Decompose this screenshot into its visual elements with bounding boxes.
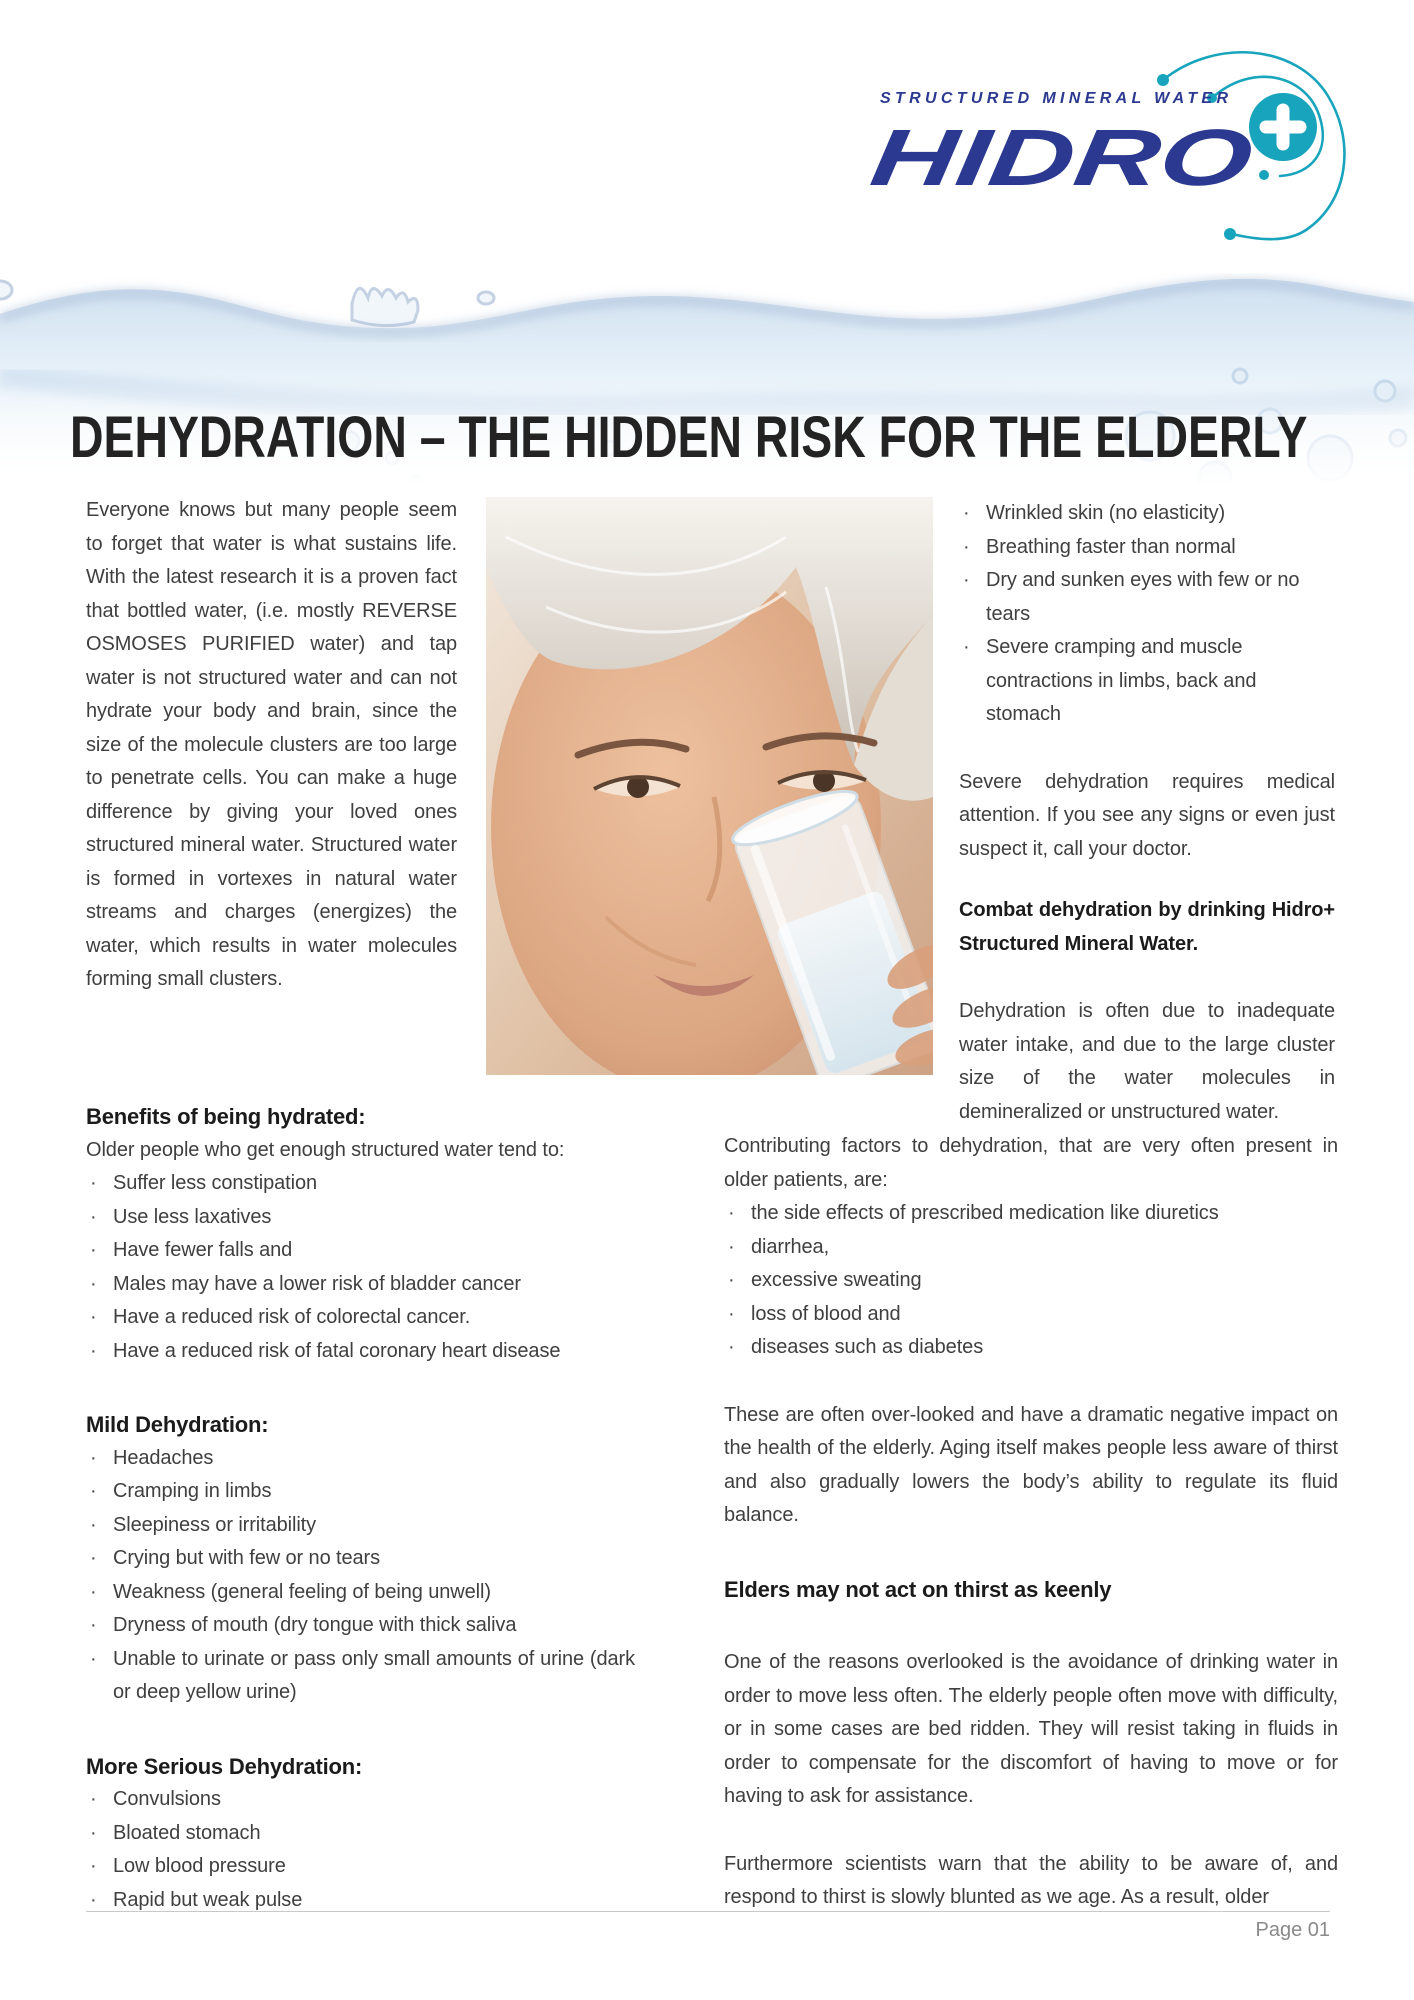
elders-paragraph-2: Furthermore scientists warn that the ability to be aware of, and respond to thirst is slowly blunted as we age. As a result, older	[724, 1852, 1338, 1908]
list-item: · Have a reduced risk of fatal coronary heart disease	[86, 1335, 635, 1369]
list-item: · Rapid but weak pulse	[86, 1884, 635, 1918]
serious-dehydration-list	[86, 1783, 635, 1917]
list-item: · Low blood pressure	[86, 1850, 635, 1884]
logo-tagline: STRUCTURED MINERAL WATER	[880, 90, 1228, 107]
elders-paragraph-1: One of the reasons overlooked is the avoidance of drinking water in order to move less often. The elderly people often move with difficulty, or in some cases are bed ridden. They will resist taking in fluids in order to compensate for the discomfort of having to move or for having to ask for assistance.	[724, 1651, 1338, 1807]
logo-brand: HIDRO	[865, 113, 1136, 203]
signs-column	[959, 497, 1335, 1129]
list-item: · Sleepiness or irritability	[86, 1509, 635, 1543]
list-item: · the side effects of prescribed medication like diuretics	[724, 1197, 1338, 1231]
list-item: · diseases such as diabetes	[724, 1331, 1338, 1365]
list-item: · Use less laxatives	[86, 1201, 635, 1235]
list-item: · Headaches	[86, 1442, 635, 1476]
serious-dehydration-heading: More Serious Dehydration:	[86, 1753, 363, 1779]
contributing-intro: Contributing factors to dehydration, that are very often present in older patients, are:	[724, 1135, 1338, 1191]
page-number: Page 01	[1255, 1919, 1330, 1941]
benefits-list	[86, 1167, 635, 1368]
intro-paragraph: Everyone knows but many people seem to forget that water is what sustains life. With the latest research it is a proven fact that bottled water, (i.e. mostly REVERSE OSMOSES PURIFIED water) and tap water is not structured water and can not hydrate your body and brain, since the size of the molecule clusters are too large to penetrate cells. You can make a huge difference by giving your loved ones structured mineral water. Structured water is formed in vortexes in natural water streams and charges (energizes) the water, which results in water molecules forming small clusters.	[86, 499, 457, 990]
severe-signs-list	[959, 497, 1335, 732]
list-item: · Have a reduced risk of colorectal cancer.	[86, 1301, 635, 1335]
severe-note: Severe dehydration requires medical attention. If you see any signs or even just suspect it, call your doctor.	[959, 770, 1335, 860]
list-item: · Cramping in limbs	[86, 1475, 635, 1509]
benefits-heading: Benefits of being hydrated:	[86, 1104, 366, 1129]
list-item: · Severe cramping and muscle contractions in limbs, back and stomach	[959, 631, 1335, 732]
page-footer	[86, 1911, 1330, 1942]
mild-dehydration-heading: Mild Dehydration:	[86, 1412, 269, 1437]
overlooked-paragraph: These are often over-looked and have a dramatic negative impact on the health of the elderly. Aging itself makes people less aware of thirst and also gradually lowers the body’s ability to regulate its fluid balance.	[724, 1403, 1338, 1526]
combat-callout: Combat dehydration by drinking Hidro+ Structured Mineral Water.	[959, 899, 1335, 955]
list-item: · Bloated stomach	[86, 1817, 635, 1851]
list-item: · Have fewer falls and	[86, 1234, 635, 1268]
list-item: · Suffer less constipation	[86, 1167, 635, 1201]
contributing-column	[724, 1130, 1338, 1915]
list-item: · Wrinkled skin (no elasticity)	[959, 497, 1335, 531]
benefits-intro: Older people who get enough structured water tend to:	[86, 1138, 565, 1161]
mild-dehydration-list	[86, 1442, 635, 1710]
photo-elderly-woman-drinking-water	[486, 497, 933, 1075]
list-item: · Weakness (general feeling of being unwell)	[86, 1576, 635, 1610]
list-item: · Dry and sunken eyes with few or no tears	[959, 564, 1335, 631]
list-item: · Unable to urinate or pass only small amounts of urine (dark or deep yellow urine)	[86, 1643, 635, 1710]
page-title: DEHYDRATION – THE HIDDEN RISK FOR THE ELDERLY	[70, 405, 1308, 470]
contributing-list	[724, 1197, 1338, 1365]
list-item: · Dryness of mouth (dry tongue with thick saliva	[86, 1609, 635, 1643]
list-item: · loss of blood and	[724, 1298, 1338, 1332]
list-item: · excessive sweating	[724, 1264, 1338, 1298]
dehydration-cause: Dehydration is often due to inadequate water intake, and due to the large cluster size of the water molecules in demineralized or unstructured water.	[959, 1000, 1335, 1123]
hidro-plus-logo	[860, 34, 1370, 249]
benefits-column	[86, 1100, 635, 1917]
list-item: · diarrhea,	[724, 1231, 1338, 1265]
list-item: · Crying but with few or no tears	[86, 1542, 635, 1576]
intro-column	[86, 494, 457, 997]
elders-heading: Elders may not act on thirst as keenly	[724, 1576, 1112, 1602]
list-item: · Convulsions	[86, 1783, 635, 1817]
list-item: · Males may have a lower risk of bladder cancer	[86, 1268, 635, 1302]
list-item: · Breathing faster than normal	[959, 531, 1335, 565]
